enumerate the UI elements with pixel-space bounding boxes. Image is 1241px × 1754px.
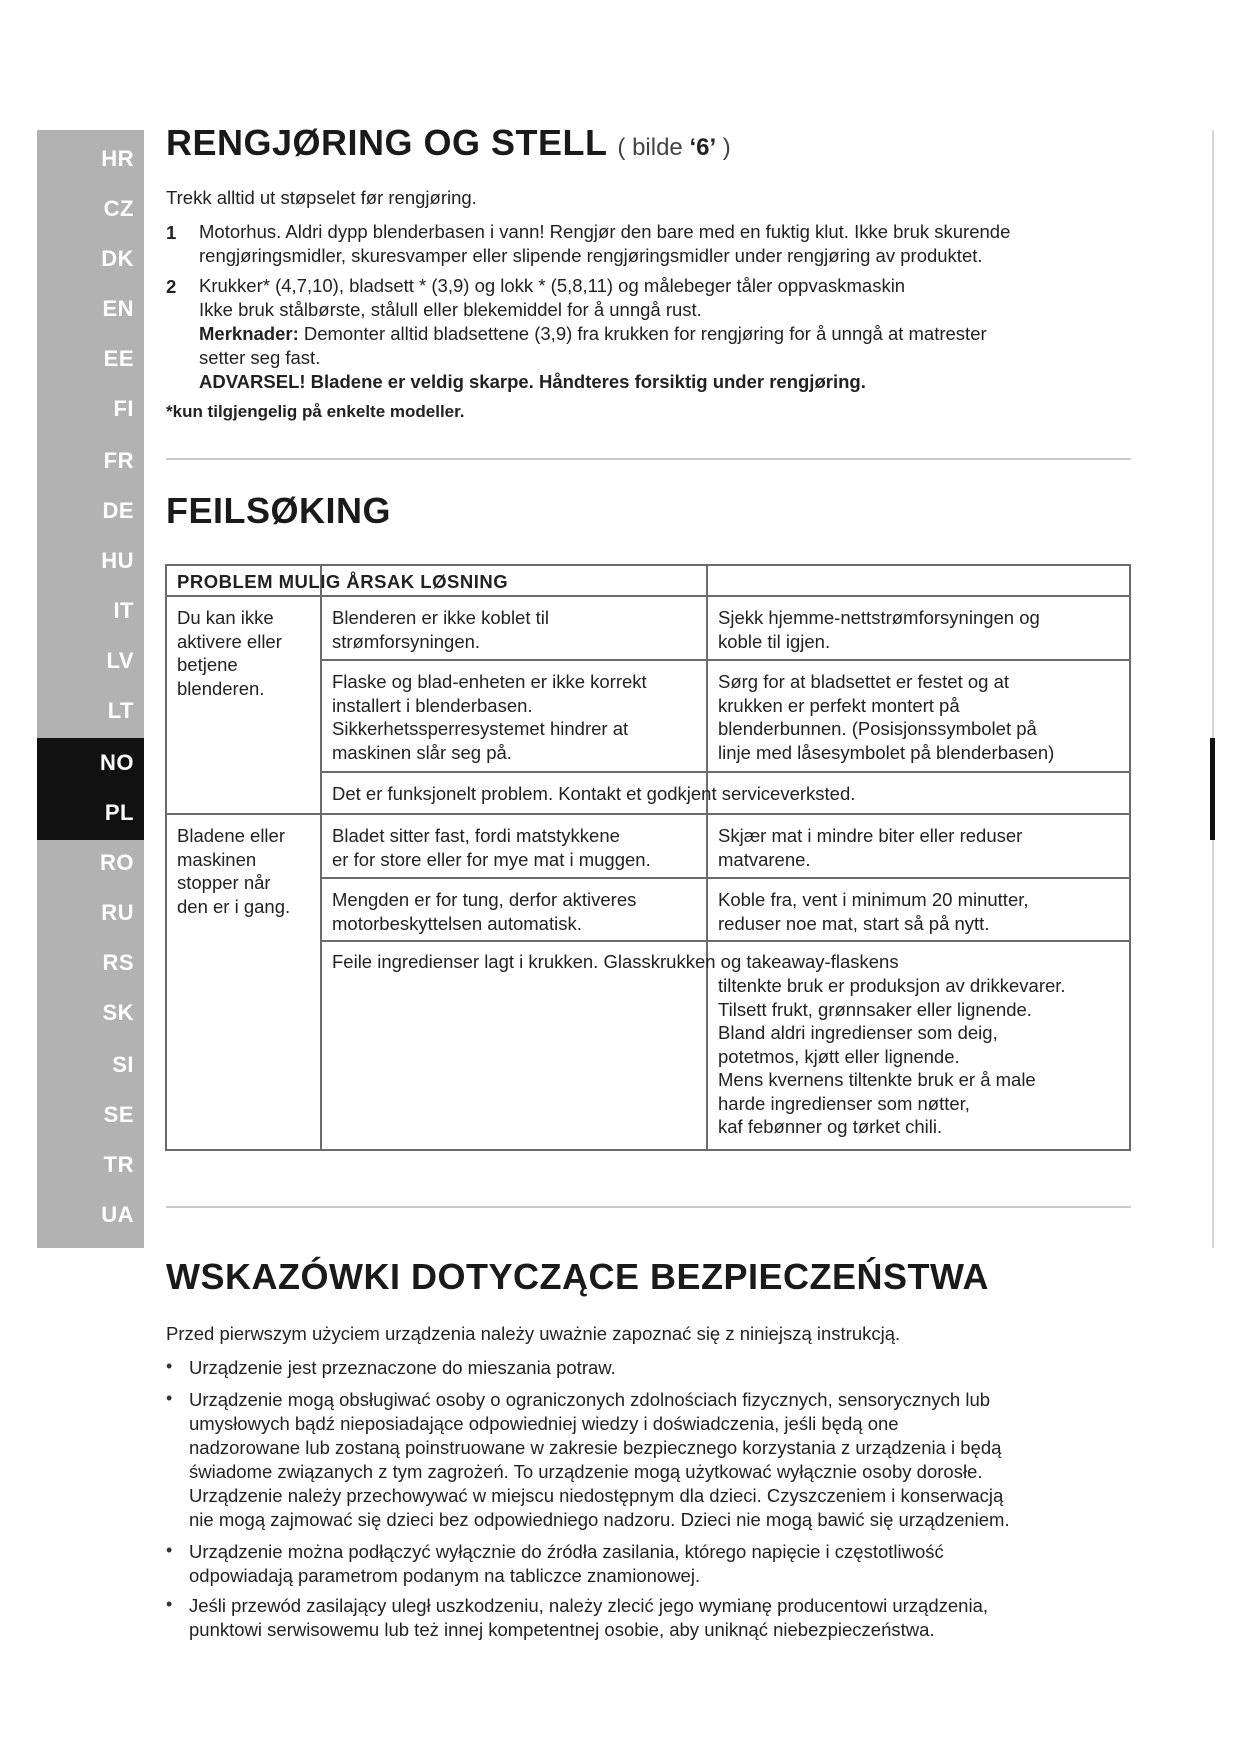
cleaning-title: RENGJØRING OG STELL bbox=[166, 122, 607, 163]
row-6-solution: tiltenkte bruk er produksjon av drikkevarer. Tilsett frukt, grønnsaker eller lignende. Bland aldri ingredienser som deig, potetmos, kjøtt eller lignende. Mens kvernens tiltenkte bruk er å male harde ingredienser som nøtter, kaf febønner og tørket chili. bbox=[718, 975, 1066, 1137]
troubleshooting-title: FEILSØKING bbox=[166, 490, 392, 531]
table-column-divider-1 bbox=[320, 564, 322, 1151]
lang-tab-sk[interactable]: SK bbox=[102, 1000, 134, 1025]
safety-intro: Przed pierwszym użyciem urządzenia należy uważnie zapoznać się z niniejszą instrukcją. bbox=[166, 1323, 901, 1344]
cleaning-item-2-number: 2 bbox=[166, 276, 177, 297]
cleaning-item-1-number: 1 bbox=[166, 222, 177, 243]
problem-1: Du kan ikke aktivere eller betjene blenderen. bbox=[177, 607, 282, 699]
table-border-left bbox=[165, 564, 167, 1151]
cause-2: Flaske og blad-enheten er ikke korrekt installert i blenderbasen. Sikkerhetssperresystemet hindrer at maskinen slår seg på. bbox=[332, 671, 647, 763]
lang-tab-tr[interactable]: TR bbox=[103, 1152, 134, 1177]
lang-tab-ua[interactable]: UA bbox=[101, 1202, 134, 1227]
bullet-1-marker: • bbox=[166, 1356, 173, 1376]
table-border-bottom bbox=[165, 1149, 1131, 1151]
cleaning-item-1-line-1: Motorhus. Aldri dypp blenderbasen i vann! Rengjør den bare med en fuktig klut. Ikke bruk skurende bbox=[199, 221, 1011, 242]
cause-4: Bladet sitter fast, fordi matstykkene er for store eller for mye mat i muggen. bbox=[332, 825, 651, 870]
lang-tab-si[interactable]: SI bbox=[112, 1052, 134, 1077]
row-divider-4 bbox=[320, 877, 1131, 879]
solution-1: Sjekk hjemme-nettstrømforsyningen og koble til igjen. bbox=[718, 607, 1040, 652]
bullet-2-marker: • bbox=[166, 1388, 173, 1408]
cleaning-warning: ADVARSEL! Bladene er veldig skarpe. Håndteres forsiktig under rengjøring. bbox=[199, 371, 866, 392]
problem-divider bbox=[165, 813, 322, 815]
lang-tab-ro[interactable]: RO bbox=[100, 850, 134, 875]
safety-bullet-4: Jeśli przewód zasilający uległ uszkodzeniu, należy zlecić jego wymianę producentowi urządzenia, punktowi serwisowemu lub też innej kompetentnej osobie, aby uniknąć niebezpieczeństwa. bbox=[189, 1595, 988, 1640]
row-3-text: Det er funksjonelt problem. Kontakt et godkjent serviceverksted. bbox=[332, 783, 856, 804]
table-header: PROBLEM MULIG ÅRSAK LØSNING bbox=[177, 571, 509, 592]
cleaning-note-line-1: Merknader: Demonter alltid bladsettene (3,9) fra krukken for rengjøring for å unngå at matrester bbox=[199, 323, 987, 344]
cleaning-item-2-line-2: Ikke bruk stålbørste, stålull eller blekemiddel for å unngå rust. bbox=[199, 299, 702, 320]
section-divider-1 bbox=[166, 458, 1131, 460]
row-divider-5 bbox=[320, 940, 1131, 942]
cleaning-item-2-line-1: Krukker* (4,7,10), bladsett * (3,9) og lokk * (5,8,11) og målebeger tåler oppvaskmaskin bbox=[199, 275, 906, 296]
lang-tab-rs[interactable]: RS bbox=[102, 950, 134, 975]
cleaning-note-line-2: setter seg fast. bbox=[199, 347, 321, 368]
safety-bullet-1: Urządzenie jest przeznaczone do mieszania potraw. bbox=[189, 1357, 616, 1378]
problem-2: Bladene eller maskinen stopper når den er i gang. bbox=[177, 825, 291, 917]
lang-tab-cz[interactable]: CZ bbox=[103, 196, 134, 221]
solution-4: Skjær mat i mindre biter eller reduser matvarene. bbox=[718, 825, 1023, 870]
cleaning-heading bbox=[166, 122, 731, 164]
table-border-right bbox=[1129, 564, 1131, 1151]
solution-2: Sørg for at bladsettet er festet og at krukken er perfekt montert på blenderbunnen. (Posisjonssymbolet på linje med låsesymbolet på blenderbasen) bbox=[718, 671, 1055, 763]
cleaning-figure-ref: ( bilde ‘6’ ) bbox=[617, 134, 731, 161]
cleaning-intro: Trekk alltid ut støpselet før rengjøring. bbox=[166, 187, 477, 208]
row-divider-1 bbox=[320, 659, 1131, 661]
cleaning-footnote: *kun tilgjengelig på enkelte modeller. bbox=[166, 402, 465, 421]
safety-bullet-3: Urządzenie można podłączyć wyłącznie do źródła zasilania, którego napięcie i częstotliwość odpowiadają parametrom podanym na tabliczce znamionowej. bbox=[189, 1541, 944, 1586]
lang-tab-hr[interactable]: HR bbox=[101, 146, 134, 171]
lang-tab-it[interactable]: IT bbox=[113, 598, 134, 623]
cause-5: Mengden er for tung, derfor aktiveres motorbeskyttelsen automatisk. bbox=[332, 889, 637, 934]
lang-tab-dk[interactable]: DK bbox=[101, 246, 134, 271]
lang-tab-pl[interactable]: PL bbox=[104, 800, 134, 825]
table-column-divider-2 bbox=[706, 564, 708, 1151]
table-border-top bbox=[165, 564, 1131, 566]
cause-1: Blenderen er ikke koblet til strømforsyningen. bbox=[332, 607, 549, 652]
solution-5: Koble fra, vent i minimum 20 minutter, reduser noe mat, start så på nytt. bbox=[718, 889, 1029, 934]
lang-tab-lt[interactable]: LT bbox=[107, 698, 134, 723]
right-margin-rule bbox=[1212, 130, 1214, 1248]
lang-tab-fi[interactable]: FI bbox=[113, 396, 134, 421]
safety-title: WSKAZÓWKI DOTYCZĄCE BEZPIECZEŃSTWA bbox=[166, 1256, 989, 1297]
row-6-first-line: Feile ingredienser lagt i krukken. Glasskrukken og takeaway-flaskens bbox=[332, 951, 899, 972]
lang-tab-en[interactable]: EN bbox=[102, 296, 134, 321]
row-divider-3 bbox=[320, 813, 1131, 815]
lang-tab-de[interactable]: DE bbox=[102, 498, 134, 523]
bullet-4-marker: • bbox=[166, 1594, 173, 1614]
lang-tab-no[interactable]: NO bbox=[100, 750, 134, 775]
table-header-divider bbox=[165, 595, 1131, 597]
bullet-3-marker: • bbox=[166, 1540, 173, 1560]
troubleshooting-table bbox=[165, 564, 1131, 1151]
lang-tab-lv[interactable]: LV bbox=[106, 648, 134, 673]
safety-bullet-2: Urządzenie mogą obsługiwać osoby o ograniczonych zdolnościach fizycznych, sensorycznych lub umysłowych bądź nieposiadające odpowiedniej wiedzy i doświadczenia, jeśli będą one nadzorowane lub zostaną poinstruowane w zakresie bezpiecznego korzystania z urządzenia i będą świadome związanych z tym zagrożeń. To urządzenie mogą użytkować wyłącznie osoby dorosłe. Urządzenie należy przechowywać w miejscu niedostępnym dla dzieci. Czyszczeniem i konserwacją nie mogą zajmować się dzieci bez odpowiedniego nadzoru. Dzieci nie mogą bawić się urządzeniem. bbox=[189, 1389, 1010, 1530]
right-margin-marker bbox=[1210, 738, 1215, 840]
lang-tab-ru[interactable]: RU bbox=[101, 900, 134, 925]
section-divider-2 bbox=[166, 1206, 1131, 1208]
note-label: Merknader: bbox=[199, 323, 299, 344]
cleaning-item-1-line-2: rengjøringsmidler, skuresvamper eller slipende rengjøringsmidler under rengjøring av produktet. bbox=[199, 245, 983, 266]
lang-tab-hu[interactable]: HU bbox=[101, 548, 134, 573]
lang-tab-ee[interactable]: EE bbox=[103, 346, 134, 371]
lang-tab-se[interactable]: SE bbox=[103, 1102, 134, 1127]
row-divider-2 bbox=[320, 771, 1131, 773]
lang-tab-fr[interactable]: FR bbox=[103, 448, 134, 473]
